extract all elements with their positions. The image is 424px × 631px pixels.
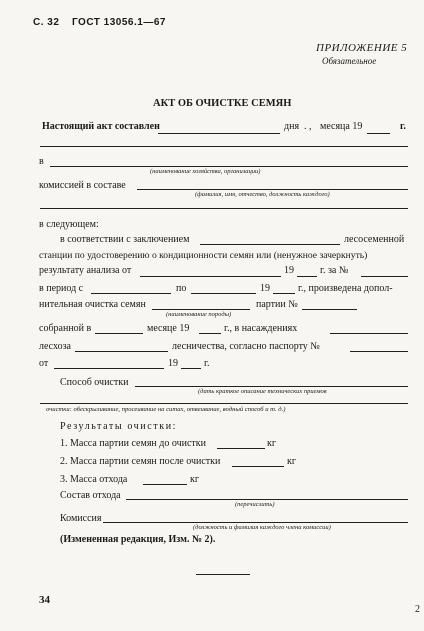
analysis-date-line[interactable] bbox=[140, 276, 281, 277]
period-year-line[interactable] bbox=[273, 293, 295, 294]
commission-2-hint: (должность и фамилия каждого члена комиссии) bbox=[193, 524, 331, 531]
period-to-line[interactable] bbox=[191, 293, 256, 294]
blank-line[interactable] bbox=[40, 208, 408, 209]
waste-line[interactable] bbox=[126, 499, 408, 500]
year-line[interactable] bbox=[367, 133, 390, 134]
following-label: в следующем: bbox=[39, 219, 99, 230]
period-result: г., произведена допол- bbox=[298, 283, 393, 294]
names-hint: (фамилия, имя, отчество, должность каждого) bbox=[195, 191, 330, 198]
analysis-number-label: г. за № bbox=[320, 265, 349, 276]
date-line[interactable] bbox=[158, 133, 280, 134]
forestry-label: лесхоза bbox=[39, 341, 71, 352]
result-1-label: 1. Масса партии семян до очистки bbox=[60, 438, 207, 449]
result-2-label: 2. Масса партии семян после очистки bbox=[60, 456, 221, 467]
analysis-19: 19 bbox=[284, 265, 294, 276]
from-19: 19 bbox=[168, 358, 178, 369]
farm-hint: (наименование хозяйства, организации) bbox=[150, 168, 261, 175]
result-1-unit: кг bbox=[267, 438, 276, 449]
result-2-line[interactable] bbox=[232, 466, 284, 467]
waste-label: Состав отхода bbox=[60, 490, 121, 501]
from-date-line[interactable] bbox=[54, 368, 164, 369]
side-mark: 2 bbox=[415, 604, 420, 615]
commission-line[interactable] bbox=[137, 189, 408, 190]
passport-line[interactable] bbox=[350, 351, 408, 352]
blank-line[interactable] bbox=[40, 146, 408, 147]
method-continuation: очистки: обескрыливание, просеивание на ситах, отвеивание, водный способ и т. д.) bbox=[46, 406, 286, 413]
commission-2-label: Комиссия bbox=[60, 513, 102, 524]
commission-label: комиссией в составе bbox=[39, 180, 126, 191]
method-label: Способ очистки bbox=[60, 377, 129, 388]
from-label: от bbox=[39, 358, 49, 369]
result-2-unit: кг bbox=[287, 456, 296, 467]
collected-year-line[interactable] bbox=[199, 333, 221, 334]
conclusion-line[interactable] bbox=[200, 244, 340, 245]
result-3-label: 3. Масса отхода bbox=[60, 474, 128, 485]
batch-line[interactable] bbox=[302, 309, 357, 310]
period-from-line[interactable] bbox=[91, 293, 171, 294]
commission-2-line[interactable] bbox=[103, 522, 408, 523]
period-label: в период с bbox=[39, 283, 84, 294]
conclusion-label: в соответствии с заключением bbox=[60, 234, 190, 245]
stands-line[interactable] bbox=[330, 333, 408, 334]
page-number: 34 bbox=[39, 594, 50, 606]
month-dots: . , bbox=[304, 121, 312, 132]
document-title: АКТ ОБ ОЧИСТКЕ СЕМЯН bbox=[153, 98, 292, 109]
intro-label: Настоящий акт составлен bbox=[42, 121, 160, 132]
conclusion-station: лесосеменной bbox=[344, 234, 405, 245]
appendix-label: ПРИЛОЖЕНИЕ 5 bbox=[316, 42, 408, 54]
cleaning-label: нительная очистка семян bbox=[39, 299, 146, 310]
forestry-line[interactable] bbox=[75, 351, 168, 352]
collected-month: месяце 19 bbox=[147, 323, 190, 334]
appendix-status: Обязательное bbox=[322, 56, 377, 66]
day-label: дня bbox=[284, 121, 300, 132]
collected-place-line[interactable] bbox=[95, 333, 143, 334]
v-label: в bbox=[39, 156, 44, 167]
collected-label: собранной в bbox=[39, 323, 92, 334]
method-line-2[interactable] bbox=[40, 403, 408, 404]
station-line: станции по удостоверению о кондиционности семян или (ненужное зачеркнуть) bbox=[39, 250, 368, 261]
standard-number: ГОСТ 13056.1—67 bbox=[72, 17, 166, 28]
period-po: по bbox=[176, 283, 187, 294]
breed-line[interactable] bbox=[152, 309, 250, 310]
period-19: 19 bbox=[260, 283, 270, 294]
analysis-number-line[interactable] bbox=[361, 276, 408, 277]
method-hint: (дать краткое описание технических приемов bbox=[198, 388, 327, 395]
month-label: месяца 19 bbox=[320, 121, 363, 132]
waste-hint: (перечислить) bbox=[235, 501, 275, 508]
result-3-unit: кг bbox=[190, 474, 199, 485]
results-heading: Результаты очистки: bbox=[60, 421, 178, 432]
batch-label: партии № bbox=[256, 299, 298, 310]
from-suffix: г. bbox=[204, 358, 210, 369]
result-1-line[interactable] bbox=[217, 448, 265, 449]
page-label: С. 32 bbox=[33, 17, 60, 28]
end-rule bbox=[196, 574, 250, 575]
analysis-year-line[interactable] bbox=[297, 276, 317, 277]
result-3-line[interactable] bbox=[143, 484, 187, 485]
collected-stands: г., в насаждениях bbox=[224, 323, 298, 334]
year-suffix: г. bbox=[400, 121, 406, 132]
forestry-passport: лесничества, согласно паспорту № bbox=[172, 341, 320, 352]
analysis-label: результату анализа от bbox=[39, 265, 132, 276]
breed-hint: (наименование породы) bbox=[166, 311, 232, 318]
farm-line[interactable] bbox=[50, 166, 408, 167]
method-line[interactable] bbox=[135, 386, 408, 387]
edition-note: (Измененная редакция, Изм. № 2). bbox=[60, 534, 216, 545]
from-year-line[interactable] bbox=[181, 368, 201, 369]
